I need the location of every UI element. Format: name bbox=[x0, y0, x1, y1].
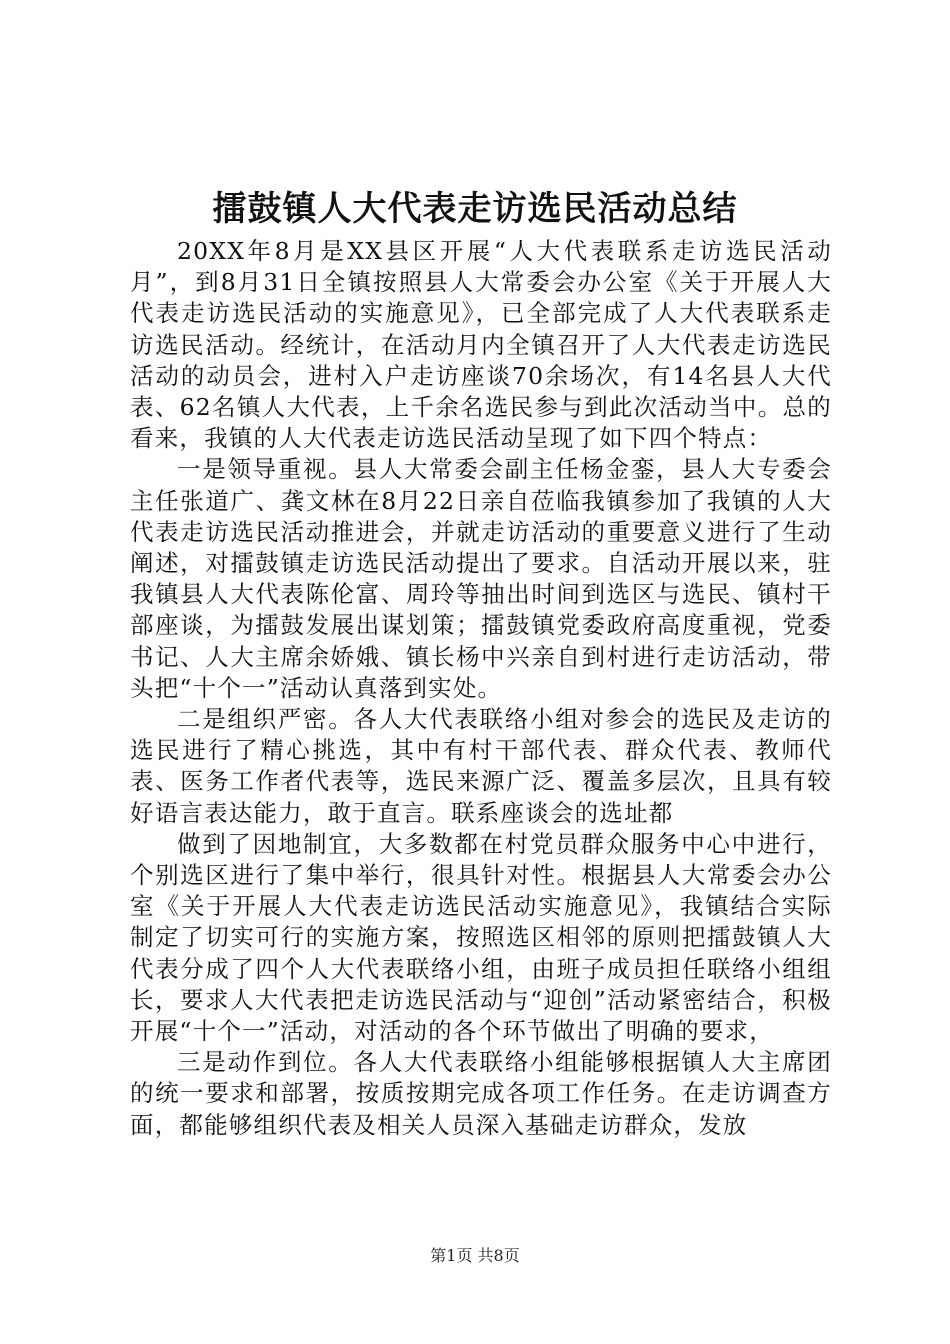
document-title: 擂鼓镇人大代表走访选民活动总结 bbox=[212, 189, 738, 229]
page-number-footer: 第1页 共8页 bbox=[430, 1246, 520, 1265]
paragraph-leadership: 一是领导重视。县人大常委会副主任杨金銮，县人大专委会主任张道广、龚文林在8月22日亲自莅临我镇参加了我镇的人大代表走访选民活动推进会，并就走访活动的重要意义进行了生动阐述，对擂鼓镇走访选民活动提出了要求。自活动开展以来，驻我镇县人大代表陈伦富、周玲等抽出时间到选区与选民、镇村干部座谈，为擂鼓发展出谋划策；擂鼓镇党委政府高度重视，党委书记、人大主席余娇娥、镇长杨中兴亲自到村进行走访活动，带头把“十个一”活动认真落到实处。 bbox=[130, 455, 832, 702]
paragraph-organization: 二是组织严密。各人大代表联络小组对参会的选民及走访的选民进行了精心挑选，其中有村干部代表、群众代表、教师代表、医务工作者代表等，选民来源广泛、覆盖多层次，且具有较好语言表达能力，敢于直言。联系座谈会的选址都 bbox=[130, 705, 832, 827]
paragraph-organization-continued: 做到了因地制宜，大多数都在村党员群众服务中心中进行，个别选区进行了集中举行，很具针对性。根据县人大常委会办公室《关于开展人大代表走访选民活动实施意见》，我镇结合实际制定了切实可行的实施方案，按照选区相邻的原则把擂鼓镇人大代表分成了四个人大代表联络小组，由班子成员担任联络小组组长，要求人大代表把走访选民活动与“迎创”活动紧密结合，积极开展“十个一”活动，对活动的各个环节做出了明确的要求， bbox=[130, 829, 832, 1046]
paragraph-intro: 20XX年8月是XX县区开展“人大代表联系走访选民活动月”，到8月31日全镇按照县人大常委会办公室《关于开展人大代表走访选民活动的实施意见》，已全部完成了人大代表联系走访选民活动。经统计，在活动月内全镇召开了人大代表走访选民活动的动员会，进村入户走访座谈70余场次，有14名县人大代表、62名镇人大代表，上千余名选民参与到此次活动当中。总的看来，我镇的人大代表走访选民活动呈现了如下四个特点： bbox=[130, 237, 832, 453]
document-body bbox=[130, 236, 832, 1141]
paragraph-action: 三是动作到位。各人大代表联络小组能够根据镇人大主席团的统一要求和部署，按质按期完成各项工作任务。在走访调查方面，都能够组织代表及相关人员深入基础走访群众，发放 bbox=[130, 1048, 832, 1139]
